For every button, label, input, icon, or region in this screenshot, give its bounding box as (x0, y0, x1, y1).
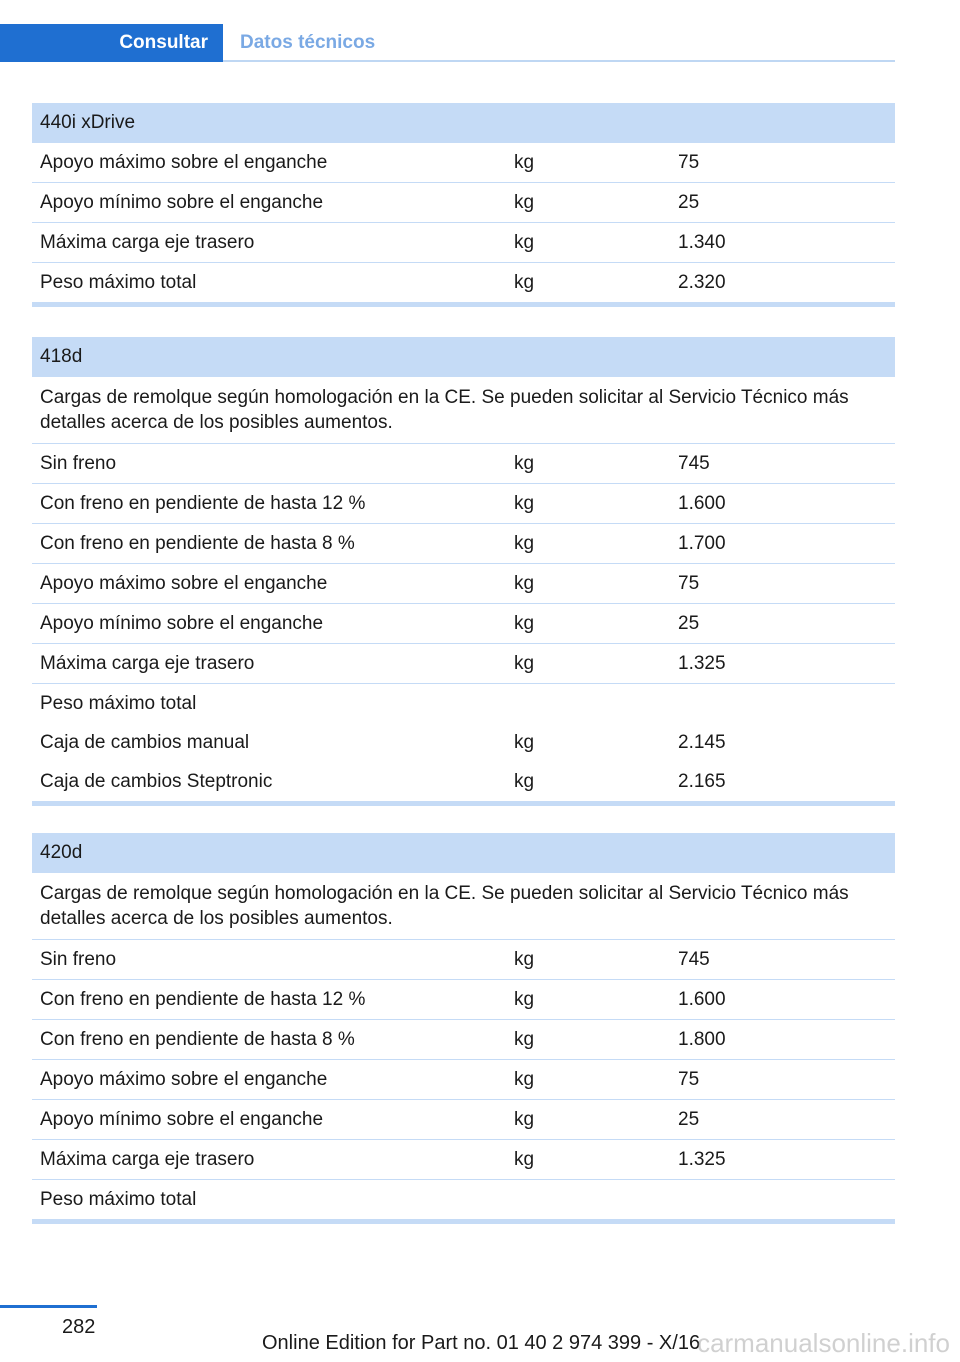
row-value: 745 (678, 948, 710, 970)
table-row (32, 683, 895, 723)
table-row (32, 1179, 895, 1219)
row-value: 1.325 (678, 652, 726, 674)
row-unit: kg (514, 191, 535, 213)
table-note: Cargas de remolque según homologación en la CE. Se pueden solicitar al Servicio Técnico más detalles acerca de los posibles aumentos. (40, 883, 849, 929)
row-value: 2.320 (678, 271, 726, 293)
row-value: 1.325 (678, 1148, 726, 1170)
page-number-rule (0, 1305, 97, 1308)
row-value: 2.145 (678, 731, 726, 753)
table-end-rule (32, 1219, 895, 1224)
table-row (32, 182, 895, 222)
table-row (32, 1139, 895, 1179)
table-end-rule (32, 801, 895, 806)
table-title: 418d (32, 337, 895, 377)
row-unit: kg (514, 1068, 535, 1090)
row-value: 745 (678, 452, 710, 474)
row-label: Con freno en pendiente de hasta 8 % (40, 532, 355, 554)
table-440i-xdrive (32, 103, 895, 307)
row-value: 75 (678, 1068, 700, 1090)
row-unit: kg (514, 770, 535, 792)
row-value: 1.700 (678, 532, 726, 554)
row-label: Apoyo mínimo sobre el enganche (40, 191, 324, 213)
row-unit: kg (514, 988, 535, 1010)
row-label: Máxima carga eje trasero (40, 1148, 255, 1170)
row-label: Sin freno (40, 452, 117, 474)
table-row (32, 643, 895, 683)
watermark: carmanualsonline.info (697, 1328, 950, 1358)
row-unit: kg (514, 652, 535, 674)
table-title: 420d (32, 833, 895, 873)
table-row (32, 979, 895, 1019)
row-label: Caja de cambios manual (40, 731, 250, 753)
row-unit: kg (514, 1108, 535, 1130)
row-label: Sin freno (40, 948, 117, 970)
row-label: Apoyo máximo sobre el enganche (40, 1068, 328, 1090)
row-label: Apoyo mínimo sobre el enganche (40, 612, 324, 634)
row-unit: kg (514, 492, 535, 514)
table-row (32, 723, 895, 762)
row-unit: kg (514, 731, 535, 753)
table-row (32, 1099, 895, 1139)
table-row (32, 483, 895, 523)
row-value: 75 (678, 572, 700, 594)
row-unit: kg (514, 231, 535, 253)
table-row (32, 523, 895, 563)
page-number: 282 (62, 1316, 96, 1338)
row-value: 25 (678, 191, 700, 213)
row-value: 1.800 (678, 1028, 726, 1050)
row-label: Máxima carga eje trasero (40, 652, 255, 674)
row-unit: kg (514, 271, 535, 293)
table-row (32, 939, 895, 979)
row-value: 1.600 (678, 988, 726, 1010)
row-label: Peso máximo total (40, 692, 197, 714)
row-value: 1.340 (678, 231, 726, 253)
section-tab-datos-tecnicos[interactable]: Datos técnicos (240, 32, 376, 53)
table-row (32, 443, 895, 483)
section-tab-consultar[interactable]: Consultar (0, 24, 223, 62)
row-value: 2.165 (678, 770, 726, 792)
row-value: 25 (678, 1108, 700, 1130)
table-row (32, 563, 895, 603)
table-end-rule (32, 302, 895, 307)
row-unit: kg (514, 1028, 535, 1050)
row-label: Con freno en pendiente de hasta 12 % (40, 988, 366, 1010)
row-unit: kg (514, 612, 535, 634)
row-unit: kg (514, 151, 535, 173)
row-unit: kg (514, 572, 535, 594)
row-label: Apoyo mínimo sobre el enganche (40, 1108, 324, 1130)
row-label: Máxima carga eje trasero (40, 231, 255, 253)
table-row (32, 762, 895, 801)
table-row (32, 1059, 895, 1099)
header-divider (223, 60, 895, 62)
edition-note: Online Edition for Part no. 01 40 2 974 399 - X/16 (262, 1332, 701, 1354)
row-value: 1.600 (678, 492, 726, 514)
table-420d (32, 833, 895, 1224)
row-label: Caja de cambios Steptronic (40, 770, 273, 792)
table-row (32, 143, 895, 182)
row-label: Con freno en pendiente de hasta 8 % (40, 1028, 355, 1050)
row-unit: kg (514, 532, 535, 554)
row-unit: kg (514, 452, 535, 474)
row-unit: kg (514, 1148, 535, 1170)
table-row (32, 262, 895, 302)
table-418d (32, 337, 895, 806)
table-title: 440i xDrive (32, 103, 895, 143)
row-label: Peso máximo total (40, 1188, 197, 1210)
row-label: Apoyo máximo sobre el enganche (40, 151, 328, 173)
row-label: Apoyo máximo sobre el enganche (40, 572, 328, 594)
row-unit: kg (514, 948, 535, 970)
row-label: Peso máximo total (40, 271, 197, 293)
row-label: Con freno en pendiente de hasta 12 % (40, 492, 366, 514)
table-row (32, 1019, 895, 1059)
table-note: Cargas de remolque según homologación en la CE. Se pueden solicitar al Servicio Técnico más detalles acerca de los posibles aumentos. (40, 387, 849, 433)
table-row (32, 222, 895, 262)
row-value: 25 (678, 612, 700, 634)
table-row (32, 603, 895, 643)
row-value: 75 (678, 151, 700, 173)
